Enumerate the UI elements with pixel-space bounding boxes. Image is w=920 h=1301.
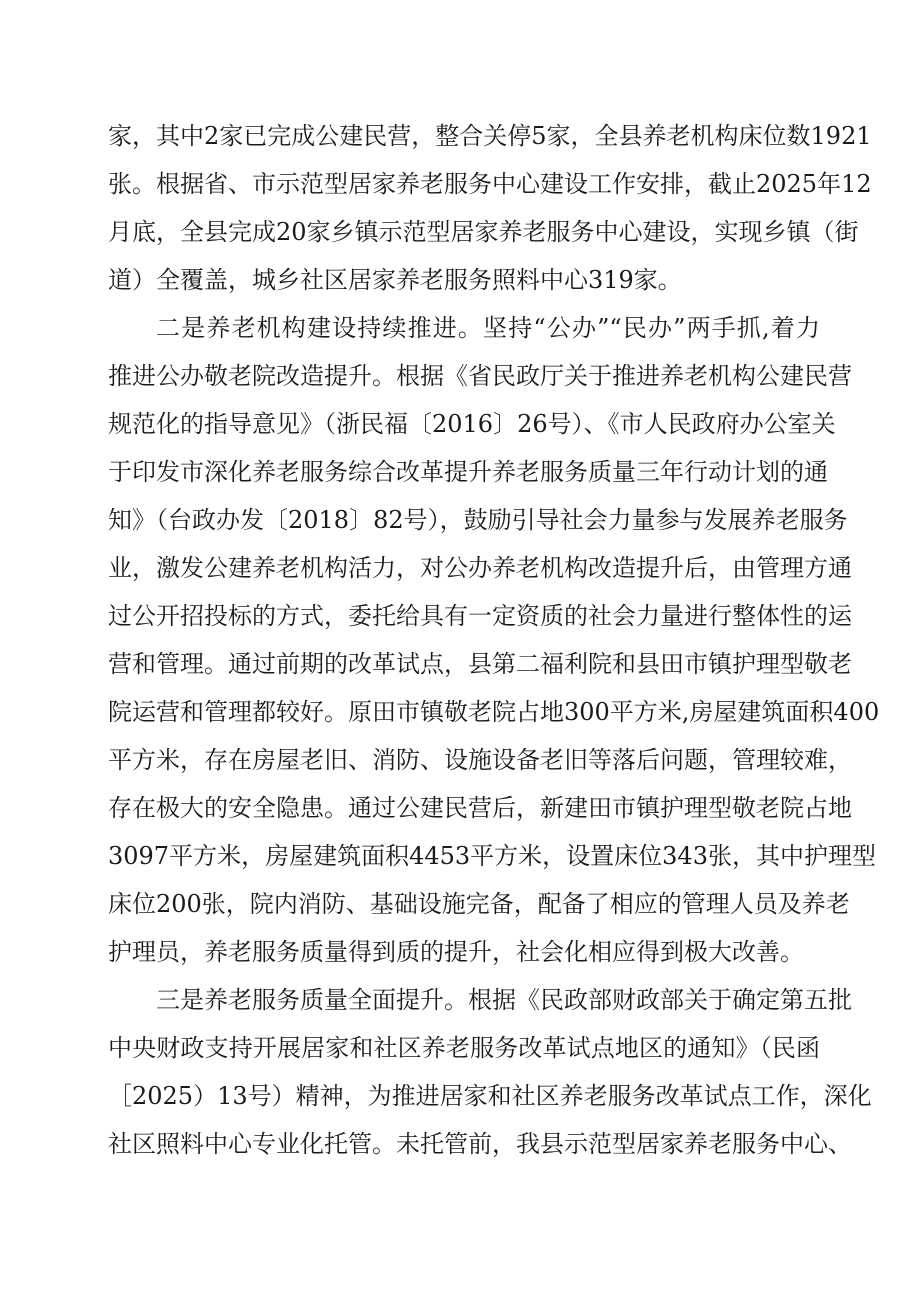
- paragraph-2-line-9: 院运营和管理都较好。原田市镇敬老院占地300平方米,房屋建筑面积400: [108, 698, 880, 726]
- paragraph-3-line-2: 中央财政支持开展居家和社区养老服务改革试点地区的通知》（民函: [108, 1034, 820, 1062]
- paragraph-1-line-4: 道）全覆盖，城乡社区居家养老服务照料中心319家。: [108, 266, 682, 294]
- paragraph-2-line-12: 3097平方米，房屋建筑面积4453平方米，设置床位343张，其中护理型: [108, 842, 876, 870]
- document-body: [108, 112, 880, 1168]
- paragraph-2-line-10: 平方米，存在房屋老旧、消防、设施设备老旧等落后问题，管理较难，: [108, 746, 852, 774]
- paragraph-2-line-3: 规范化的指导意见》（浙民福〔2016〕26号）、《市人民政府办公室关: [108, 410, 836, 438]
- paragraph-1-line-3: 月底，全县完成20家乡镇示范型居家养老服务中心建设，实现乡镇（街: [108, 218, 859, 246]
- paragraph-1-line-1: 家，其中2家已完成公建民营，整合关停5家，全县养老机构床位数1921: [108, 122, 872, 150]
- paragraph-2-line-14: 护理员，养老服务质量得到质的提升，社会化相应得到极大改善。: [108, 938, 804, 966]
- paragraph-2-line-2: 推进公办敬老院改造提升。根据《省民政厅关于推进养老机构公建民营: [108, 362, 852, 390]
- paragraph-2-line-4: 于印发市深化养老服务综合改革提升养老服务质量三年行动计划的通: [108, 458, 828, 486]
- paragraph-2-line-5: 知》（台政办发〔2018〕82号），鼓励引导社会力量参与发展养老服务: [108, 506, 848, 534]
- paragraph-2-line-8: 营和管理。通过前期的改革试点，县第二福利院和县田市镇护理型敬老: [108, 650, 852, 678]
- paragraph-2-line-13: 床位200张，院内消防、基础设施完备，配备了相应的管理人员及养老: [108, 890, 850, 918]
- paragraph-2-line-7: 过公开招投标的方式，委托给具有一定资质的社会力量进行整体性的运: [108, 602, 852, 630]
- paragraph-3-line-1: 三是养老服务质量全面提升。根据《民政部财政部关于确定第五批: [156, 986, 852, 1014]
- paragraph-1-line-2: 张。根据省、市示范型居家养老服务中心建设工作安排，截止2025年12: [108, 170, 872, 198]
- paragraph-3-line-3: ［2025）13号）精神，为推进居家和社区养老服务改革试点工作，深化: [108, 1082, 872, 1110]
- paragraph-3-line-4: 社区照料中心专业化托管。未托管前，我县示范型居家养老服务中心、: [108, 1130, 852, 1158]
- paragraph-2-line-1: 二是养老机构建设持续推进。坚持“公办”“民办”两手抓,着力: [156, 314, 820, 342]
- paragraph-2-line-6: 业，激发公建养老机构活力，对公办养老机构改造提升后，由管理方通: [108, 554, 852, 582]
- paragraph-2-line-11: 存在极大的安全隐患。通过公建民营后，新建田市镇护理型敬老院占地: [108, 794, 852, 822]
